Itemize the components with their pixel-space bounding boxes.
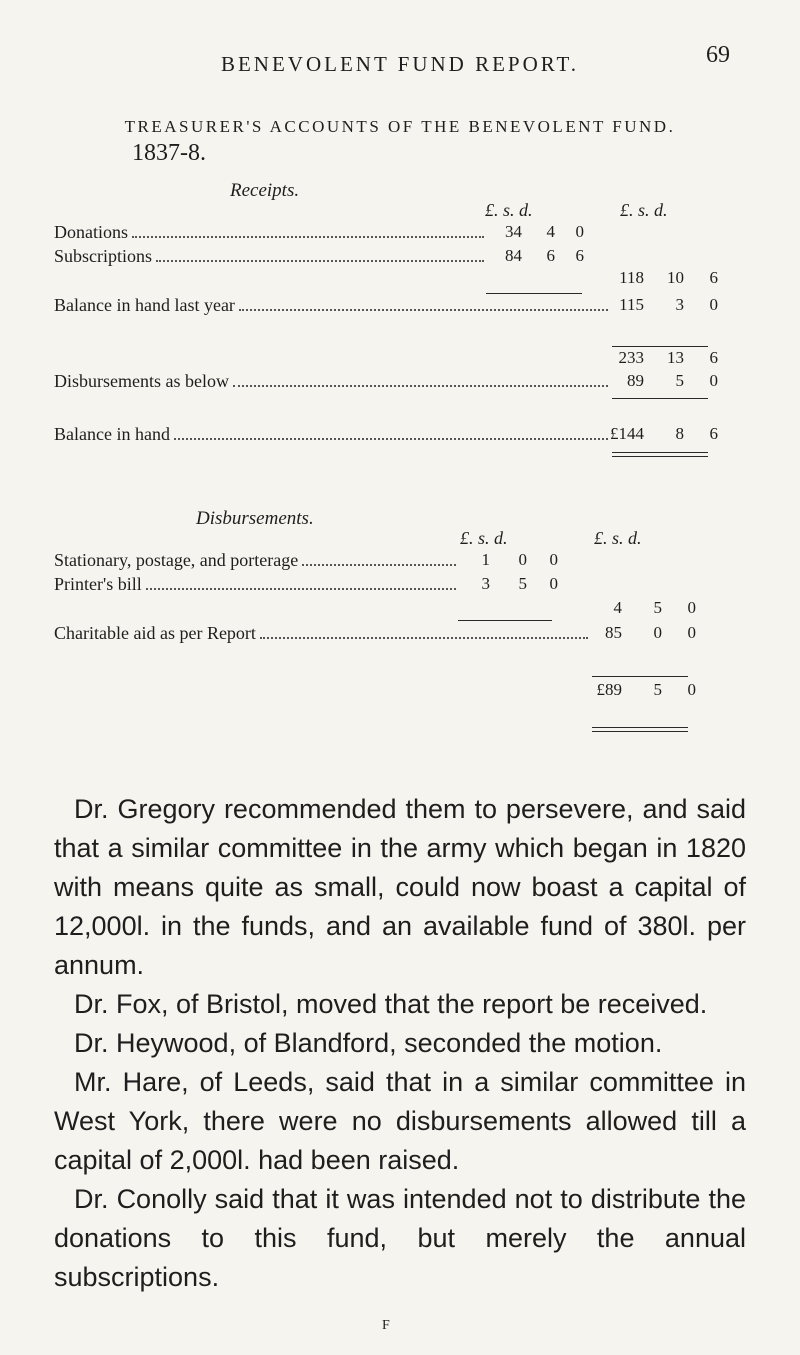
row-label-text: Subscriptions — [54, 246, 153, 266]
shillings-value: 10 — [667, 268, 684, 287]
shillings-value: 0 — [518, 550, 527, 569]
pounds-value: £89 — [596, 680, 622, 699]
shillings-value: 6 — [546, 246, 555, 265]
row-label-text: Disbursements as below — [54, 371, 229, 391]
receipts-subtotal-rule — [486, 293, 582, 294]
shillings-value: 0 — [653, 623, 662, 642]
running-head: BENEVOLENT FUND REPORT. — [220, 52, 580, 76]
pounds-value: 84 — [505, 246, 522, 265]
pence-value: 0 — [575, 222, 584, 241]
row-label — [54, 222, 488, 243]
page-number: 69 — [706, 42, 730, 68]
pounds-value: 3 — [481, 574, 490, 593]
row-label-text: Balance in hand last year — [54, 295, 235, 315]
ledger-row — [0, 424, 800, 450]
row-label — [54, 246, 488, 267]
dot-leader — [260, 637, 588, 639]
pounds-value: 233 — [618, 348, 644, 367]
pence-value: 0 — [687, 623, 696, 642]
paragraph: Mr. Hare, of Leeds, said that in a similar committee in West York, there were no disbursements allowed till a capital of 2,000l. had been raised. — [54, 1067, 746, 1175]
pence-value: 6 — [709, 348, 718, 367]
row-label-text: Donations — [54, 222, 128, 242]
accounts-title: TREASURER'S ACCOUNTS OF THE BENEVOLENT FUND. — [124, 117, 676, 136]
row-label — [54, 371, 612, 392]
row-label-text: Stationary, postage, and porterage — [54, 550, 299, 570]
disbursements-heading: Disbursements. — [196, 508, 314, 529]
paragraph: Dr. Gregory recommended them to persevere, and said that a similar committee in the army which began in 1820 with means quite as small, could now boast a capital of 12,000l. in the funds, and an available fund of 380l. per annum. — [54, 794, 746, 980]
row-label-text: Balance in hand — [54, 424, 170, 444]
ledger-row — [0, 598, 800, 624]
pence-value: 6 — [575, 246, 584, 265]
ledger-row — [0, 268, 800, 294]
shillings-value: 3 — [675, 295, 684, 314]
shillings-value: 5 — [653, 598, 662, 617]
pence-value: 0 — [549, 574, 558, 593]
receipts-currency-inner: £. s. d. — [485, 200, 533, 220]
pence-value: 0 — [709, 371, 718, 390]
ledger-row — [0, 371, 800, 397]
pence-value: 0 — [549, 550, 558, 569]
pounds-value: 89 — [627, 371, 644, 390]
disbursements-total-rule — [592, 727, 688, 732]
receipts-heading: Receipts. — [230, 180, 300, 201]
pence-value: 6 — [709, 424, 718, 443]
signature-mark: F — [382, 1318, 390, 1333]
row-label — [54, 623, 592, 644]
ledger-row — [0, 574, 800, 600]
pounds-value: 4 — [613, 598, 622, 617]
receipts-diff-rule — [612, 398, 708, 399]
dot-leader — [233, 385, 608, 387]
dot-leader — [302, 564, 456, 566]
shillings-value: 4 — [546, 222, 555, 241]
paragraph: Dr. Heywood, of Blandford, seconded the motion. — [74, 1028, 663, 1058]
disbursements-currency-outer: £. s. d. — [594, 528, 642, 548]
pounds-value: 1 — [481, 550, 490, 569]
shillings-value: 5 — [675, 371, 684, 390]
row-label — [54, 424, 612, 445]
row-label-text: Printer's bill — [54, 574, 142, 594]
row-label — [54, 550, 460, 571]
row-label-text: Charitable aid as per Report — [54, 623, 256, 643]
shillings-value: 5 — [518, 574, 527, 593]
ledger-row — [0, 222, 800, 248]
shillings-value: 13 — [667, 348, 684, 367]
disbursements-currency-inner: £. s. d. — [460, 528, 508, 548]
dot-leader — [174, 438, 608, 440]
receipts-currency-outer: £. s. d. — [620, 200, 668, 220]
ledger-row — [0, 680, 800, 706]
pence-value: 0 — [687, 680, 696, 699]
pounds-value: 118 — [619, 268, 644, 287]
paragraph: Dr. Conolly said that it was intended not to distribute the donations to this fund, but merely the annual subscriptions. — [54, 1184, 746, 1292]
receipts-sum-rule — [612, 346, 708, 347]
paragraph: Dr. Fox, of Bristol, moved that the report be received. — [74, 989, 708, 1019]
row-label — [54, 574, 460, 595]
pence-value: 0 — [687, 598, 696, 617]
ledger-row — [0, 295, 800, 321]
accounts-year: 1837-8. — [132, 140, 206, 166]
disbursements-sum-rule — [592, 676, 688, 677]
dot-leader — [156, 260, 484, 262]
pence-value: 6 — [709, 268, 718, 287]
ledger-row — [0, 550, 800, 576]
pounds-value: £144 — [610, 424, 644, 443]
row-label — [54, 295, 612, 316]
pence-value: 0 — [709, 295, 718, 314]
disbursements-subtotal-rule — [458, 620, 552, 621]
pounds-value: 85 — [605, 623, 622, 642]
shillings-value: 5 — [653, 680, 662, 699]
dot-leader — [132, 236, 484, 238]
dot-leader — [239, 309, 608, 311]
pounds-value: 115 — [619, 295, 644, 314]
ledger-row — [0, 623, 800, 649]
receipts-total-rule — [612, 452, 708, 457]
body-text — [54, 790, 746, 1297]
dot-leader — [146, 588, 456, 590]
pounds-value: 34 — [505, 222, 522, 241]
shillings-value: 8 — [675, 424, 684, 443]
